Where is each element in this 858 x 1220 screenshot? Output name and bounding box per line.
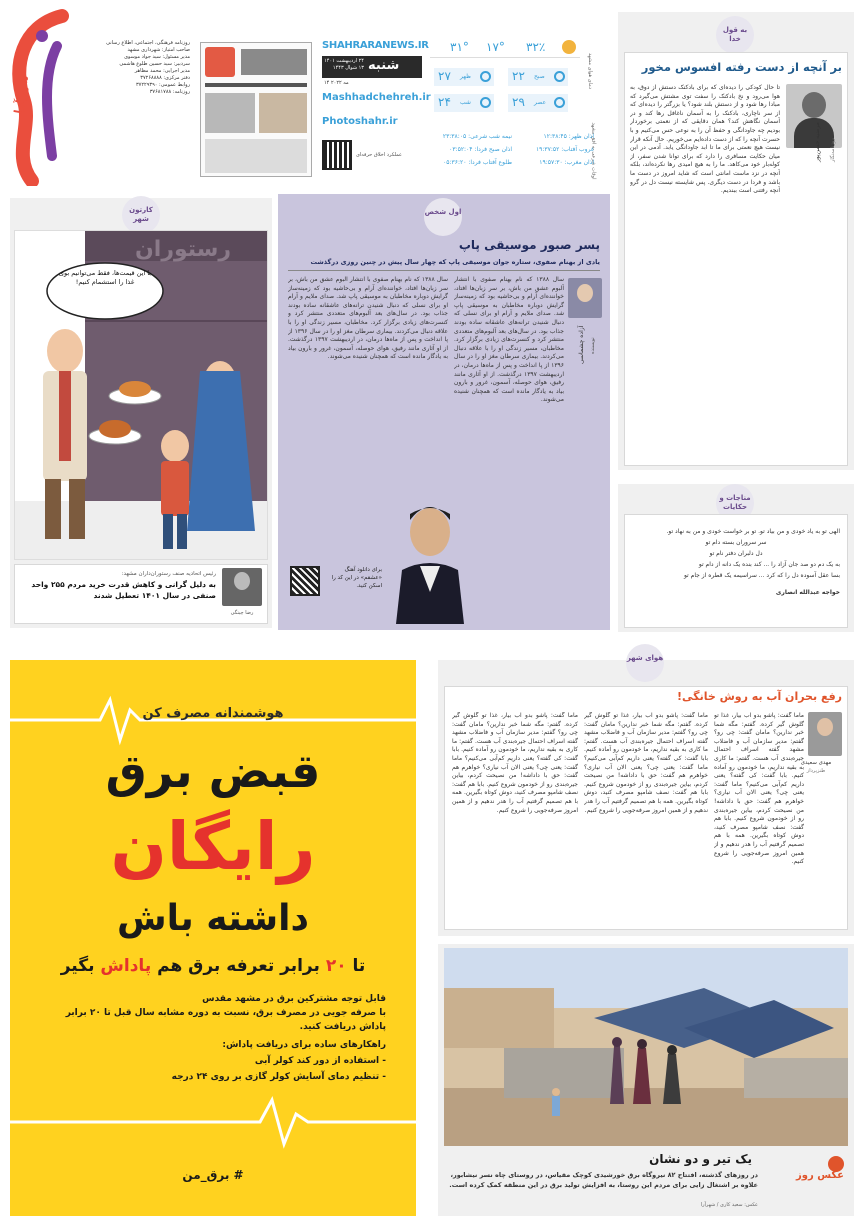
logo [2, 6, 72, 186]
column-title: بر آنچه از دست رفته افسوس مخور [641, 60, 842, 74]
ad-tips-title: راهکارهای ساده برای دریافت پاداش: [222, 1040, 386, 1050]
ad-offer-pre: تا [352, 956, 366, 976]
singer-photo [390, 494, 470, 624]
photo-caption: در روزهای گذشته، افتتاح ۸۲ نیروگاه برق خورشیدی کوچک مقیاس، در روستای چاه نسر نیشابور، علاوه بر اشتغال زایی برای مردم این روستا، به افزایش تولید برق در این منطقه کمک کرده است. [449, 1171, 758, 1189]
music-author-photo [568, 278, 602, 318]
temp-evening-label: عصر [534, 99, 547, 106]
qr-code [322, 140, 352, 170]
monajat-line: به یک دم دو صد جان آزاد را ... کند بنده یک دانه از دام تو [698, 561, 840, 568]
artist-photo [222, 568, 262, 606]
prayer-label: اوقات شرعی به افق مشهد [590, 122, 597, 180]
water-text-col3: ماما گفت: پاشو بدو آب بیار، غذا تو گلوش گیر کرده. گفتم: مگه شما خبر ندارین؟ مامان گفت: چی رو؟ گفتم: مدیر سازمان آب و فاضلاب مشهد گفته اسراف احتمال جیره‌بندی آب هست. گفتم: ما کاری به بقیه نداریم، ما خودمون رو آماده کنیم. بابا گفت: کی گفته؟ یعنی داریم کم‌آبی می‌کنیم؟ ماما گفت: یعنی چی؟ یعنی الان آب نیاری؟ خواهرم هم گفت: حق با داداشه! من نصیحت کردم، بیاین جیره‌بندی رو از خودمون شروع کنیم. بابا هم گفت: نصف شامپو مصرف کنید، دوش کوتاه بگیرین. همه با هم تصمیم گرفتیم آب را هدر ندهیم و از همین امروز صرفه‌جویی را شروع کنیم. [452, 712, 578, 814]
ad-offer [20, 956, 406, 976]
water-author: مهدی سعیدی [800, 760, 832, 766]
cartoon-section [10, 198, 272, 628]
ad-offer-num: ۲۰ [325, 956, 347, 976]
info-line: سردبیر: سید حسین طلوع هاشمی [119, 61, 190, 67]
photo-of-day [438, 944, 854, 1216]
sun-icon [562, 40, 576, 54]
ad-kicker: هوشمندانه مصرف کن [142, 706, 284, 721]
ad-line3: داشته باش [117, 898, 309, 939]
prayer-time: ۱۲:۳۸:۴۵ [543, 133, 567, 140]
monajat-author: خواجه عبدالله انصاری [775, 589, 840, 596]
logo-text: شهرآرا [11, 74, 32, 115]
music-badge: اول شخص [424, 198, 462, 236]
water-text-col2: ماما گفت: پاشو بدو آب بیار، غذا تو گلوش گیر کرده. گفتم: مگه شما خبر ندارین؟ مامان گفت: چی رو؟ گفتم: مدیر سازمان آب و فاضلاب مشهد گفته اسراف احتمال جیره‌بندی آب هست. گفتم: ما کاری به بقیه نداریم، ما خودمون رو آماده کنیم. بابا گفت: کی گفته؟ یعنی داریم کم‌آبی می‌کنیم؟ ماما گفت: یعنی چی؟ یعنی الان آب نیاری؟ خواهرم هم گفت: حق با داداشه! من نصیحت کردم، بیاین جیره‌بندی رو از خودمون شروع کنیم. بابا هم گفت: نصف شامپو مصرف کنید، دوش کوتاه بگیرین. همه با هم تصمیم گرفتیم آب را هدر ندهیم و از همین امروز صرفه‌جویی را شروع کنیم. [584, 712, 708, 814]
logo-mark-icon [2, 6, 72, 186]
photo-section: عکس روز [796, 1170, 844, 1181]
column-badge: به قول خدا [716, 16, 754, 54]
date-line: ۱۴ مه ۲۰۲۲ [324, 80, 349, 86]
info-line: مدیر مسئول: سید جواد موسوی [124, 54, 190, 60]
prayer-name: طلوع آفتاب فردا [470, 159, 512, 166]
temp-noon-label: ظهر [460, 73, 471, 80]
ad-offer-end: بگیر [60, 956, 95, 976]
monajat-line: سر سروران بسته دام تو [705, 539, 767, 546]
temp-evening: ۲۹ [512, 95, 525, 109]
monajat-line: بسا عقل آسوده دل را که کرد ... سراسیمه یک قطره از جام تو [683, 572, 840, 579]
info-line: دفتر مرکزی: ۳۷۲۶۸۸۸۸ [140, 75, 190, 81]
front-page-thumb [200, 42, 312, 177]
prayer-time: ۱۹:۵۷:۳۰ [539, 159, 563, 166]
weather-panel [430, 38, 598, 124]
masthead [0, 0, 612, 190]
music-title: پسر صبور موسیقی پاپ [458, 238, 600, 252]
info-line: روابط عمومی: ۳۷۲۲۹۳۹۰ [135, 82, 190, 88]
prayer-time: ۲۳:۳۸:۰۵ [442, 133, 467, 140]
monajat [618, 484, 854, 632]
prayer-name: اذان مغرب [566, 159, 594, 166]
ad-body: قابل توجه مشترکین برق در مشهد مقدس با صرفه جویی در مصرف برق، نسبت به دوره مشابه سال قبل تا ۲۰ برابر پاداش دریافت کنید. [65, 994, 386, 1032]
water-author-photo [808, 712, 842, 756]
ad-tip: - تنظیم دمای آسایش کولر گازی بر روی ۲۴ درجه [171, 1072, 386, 1082]
prayer-time: ۰۳:۵۲:۰۴ [449, 146, 473, 153]
water-article [438, 654, 854, 936]
cartoon-caption-title: رئیس اتحادیه صنف رستوران‌داران مشهد: [121, 571, 216, 577]
prayer-time: ۱۹:۳۷:۵۲ [535, 146, 560, 153]
music-text-col2: سال ۱۳۸۸ که نام بهنام صفوی با انتشار آلبوم عشق من باش، بر سر زبان‌ها افتاد، خواننده‌ای آرام و بی‌حاشیه بود که زمینه‌ساز گرایش دوباره مخاطبان به موسیقی پاپ شد. صدای ملایم و آرام او برای نسلی که دنبال شنیدن ترانه‌های عاشقانه ساده بودند جذاب بود. در سال‌های بعد آلبوم‌های متعددی منتشر کرد و کنسرت‌های زیادی برگزار کرد. مخاطبان، مسیر زندگی او را با علاقه دنبال می‌کردند. بیماری سرطان مغز او را در سال ۱۳۹۶ از پا انداخت و پس از ماه‌ها درمان، در اردیبهشت ۱۳۹۷ درگذشت. از او آثاری مانند رفیق، هوای حوصله، آسمون، غرور و بارون بیاد به یادگار مانده است که همچنان شنیده می‌شوند. [288, 276, 448, 361]
pulse-line-icon [10, 1092, 416, 1152]
water-author-role: طنزپرداز [806, 768, 826, 774]
cartoon-image [14, 230, 268, 560]
clock-icon [554, 97, 565, 108]
speech-bubble: با این قیمت‌ها، فقط می‌توانیم بوی غذا را استشمام کنیم! [58, 269, 152, 286]
water-badge: هوای شهر [626, 644, 664, 682]
ad-offer-mid: برابر تعرفه برق هم [157, 956, 320, 976]
monajat-line: الهی تو به یاد خودی و من بیاد تو. تو بر خواست خودی و من به نهاد تو. [666, 528, 840, 535]
ad-tip: - استفاده از دور کند کولر آبی [254, 1056, 386, 1066]
prayer-name: اذان صبح فردا [476, 146, 512, 153]
info-line: مدیر اجرایی: محمد مظاهر [134, 68, 190, 74]
photo-title: یک تیر و دو نشان [649, 1152, 752, 1166]
monajat-badge: مناجات و حکایات [716, 484, 754, 522]
music-qr-text: برای دانلود آهنگ «عشقم» در این کد را اسکن کنید. [331, 567, 382, 589]
date-line: ۲۴ اردیبهشت ۱۴۰۱ [324, 58, 364, 64]
water-text-col1: ماما گفت: پاشو بدو آب بیار، غذا تو گلوش گیر کرده. گفتم: مگه شما خبر ندارین؟ مامان گفت: چی رو؟ گفتم: مدیر سازمان آب و فاضلاب مشهد گفته اسراف احتمال جیره‌بندی آب هست. گفتم: ما کاری به بقیه نداریم، ما خودمون رو آماده کنیم. بابا گفت: کی گفته؟ یعنی داریم کم‌آبی می‌کنیم؟ ماما گفت: یعنی چی؟ یعنی الان آب نیاری؟ خواهرم هم گفت: حق با داداشه! من نصیحت کردم، بیاین جیره‌بندی رو از خودمون شروع کنیم. بابا هم گفت: نصف شامپو مصرف کنید، دوش کوتاه بگیرین. همه با هم تصمیم گرفتیم آب را هدر ندهیم و از همین امروز صرفه‌جویی را شروع کنیم. [714, 712, 804, 866]
temp-morning: ۲۲ [512, 69, 525, 83]
qr-caption: عملکرد اخلاق حرفه‌ای [356, 152, 403, 158]
ad-offer-gold: پاداش [100, 956, 152, 976]
site-url-2: Mashhadchehreh.ir [322, 92, 431, 103]
music-author: آزاده چشماسی [578, 325, 585, 364]
site-block [322, 40, 431, 180]
temp-max: ۳۱° [450, 40, 469, 54]
temp-min: ۱۷° [486, 40, 505, 54]
ad-hashtag: # برق_من [182, 1168, 244, 1182]
artist-name: رضا چیتگی [230, 610, 254, 616]
music-qr [290, 566, 320, 596]
restaurant-sign: رستوران [135, 237, 232, 262]
site-url: SHAHRARANEWS.IR [322, 40, 429, 51]
temp-noon: ۲۷ [438, 69, 451, 83]
temp-night-label: شب [460, 99, 471, 106]
weather-label: دمای هوای مشهد [586, 52, 593, 90]
humidity: ۳۲٪ [526, 40, 546, 54]
clock-icon [480, 71, 491, 82]
info-line: روزنامه: ۳۷۶۸۱۷۸۸ [149, 89, 190, 95]
cartoon-caption: به دلیل گرانی و کاهش قدرت خرید مردم ۲۵۵ واحد صنفی در سال ۱۴۰۱ تعطیل شدند [31, 579, 216, 600]
column-text: تا حال کودکی را دیده‌ای که برای بادکنک دستش از دوق، به هوا می‌رود و نخ بادکنک را سفت توی مشتش می‌گیرد که مبادا رها شود و از دستش بلند شود؟ یا بزرگتر را دیده‌ای که از سر ناچاری، بادکنک را به آسمان ناغافل رها کند و در آسمان نگاهش کند؟ همان دقایقی که از نعمتی برخوردار بودیم چه جاودانگی و حفظ آن را به نوعی حس می‌کنیم و با حسرت آنچه را که از دست داده‌ایم می‌خوریم. حال آنکه قرار نیست هیچ نعمتی برای ما تا ابد جاودانگی یابد. آدمی در این میان حکایت مسافری را دارد که برای توانا شدن سفر، از کوله‌بار خود می‌کاهد. ما را به هیچ امیدی رها نکرده‌اند، بلکه آنچه در نزد ماست امانتی است که شاید امروز در دست ما باشد و فردا در دست دیگری. پس شایسته نیست دل در گرو آنچه رفتنی است ببندیم. [630, 84, 780, 195]
music-text-col1: سال ۱۳۸۸ که نام بهنام صفوی با انتشار آلبوم عشق من باش، بر سر زبان‌ها افتاد، خواننده‌ای آرام و بی‌حاشیه بود که زمینه‌ساز گرایش دوباره مخاطبان به موسیقی پاپ شد. صدای ملایم و آرام او برای نسلی که دنبال شنیدن ترانه‌های عاشقانه ساده بودند جذاب بود. در سال‌های بعد آلبوم‌های متعددی منتشر کرد و کنسرت‌های زیادی برگزار کرد. مخاطبان، مسیر زندگی او را با علاقه دنبال می‌کردند. بیماری سرطان مغز او را در سال ۱۳۹۶ از پا انداخت و پس از ماه‌ها درمان، در اردیبهشت ۱۳۹۷ درگذشت. از او آثاری مانند رفیق، هوای حوصله، آسمون، غرور و بارون بیاد به یادگار مانده است که همچنان شنیده می‌شوند. [454, 276, 564, 404]
author-name: مرضیه حسن‌پور [814, 122, 821, 162]
ad-line2: رایگان [110, 808, 316, 885]
water-title: رفع بحران آب به روش خانگی! [677, 690, 842, 703]
photo-credit: عکس: سعید کاری / شهرآرا [700, 1202, 758, 1208]
info-line: صاحب امتیاز: شهرداری مشهد [127, 47, 190, 53]
author-role: روزنامه‌نگار [830, 138, 836, 162]
prayer-times: اوقات شرعی به افق مشهد اذان ظهر: ۱۲:۳۸:۴۵ غروب آفتاب: ۱۹:۳۷:۵۲ اذان مغرب: ۱۹:۵۷:۳۰ نیمه شب شرعی: ۲۳:۳۸:۰۵ اذان صبح فردا: ۰۳:۵۲:۰۴ طلوع آفتاب فردا: ۰۵:۳۶:۲۰ [442, 122, 597, 180]
clock-icon [554, 71, 565, 82]
photo-image [444, 948, 848, 1146]
prayer-name: اذان ظهر [570, 133, 594, 140]
temp-night: ۲۴ [438, 95, 451, 109]
music-article [278, 194, 610, 630]
date-line: ۱۳ شوال ۱۴۴۳ [332, 65, 364, 71]
info-line: روزنامه فرهنگی، اجتماعی، اطلاع رسانی [106, 40, 190, 46]
music-subtitle: یادی از بهنام صفوی، ستاره جوان موسیقی پاپ که چهار سال پیش در چنین روزی درگذشت [310, 258, 600, 266]
temp-morning-label: صبح [534, 73, 545, 80]
masthead-info [78, 40, 190, 180]
cartoon-badge: کارتون شهر [122, 196, 160, 234]
column-article [618, 12, 854, 470]
ad-line1: قبض برق [105, 744, 321, 798]
prayer-name: نیمه شب شرعی [470, 133, 512, 140]
music-author-role: نویسنده [590, 337, 596, 354]
day-label: شنبه [368, 58, 400, 73]
site-url-3: Photoshahr.ir [322, 116, 398, 127]
monajat-line: دل دلبران دفتر نام تو [709, 550, 763, 557]
clock-icon [480, 97, 491, 108]
prayer-name: غروب آفتاب [563, 146, 594, 153]
prayer-time: ۰۵:۳۶:۲۰ [443, 159, 467, 166]
electricity-ad [10, 660, 416, 1216]
